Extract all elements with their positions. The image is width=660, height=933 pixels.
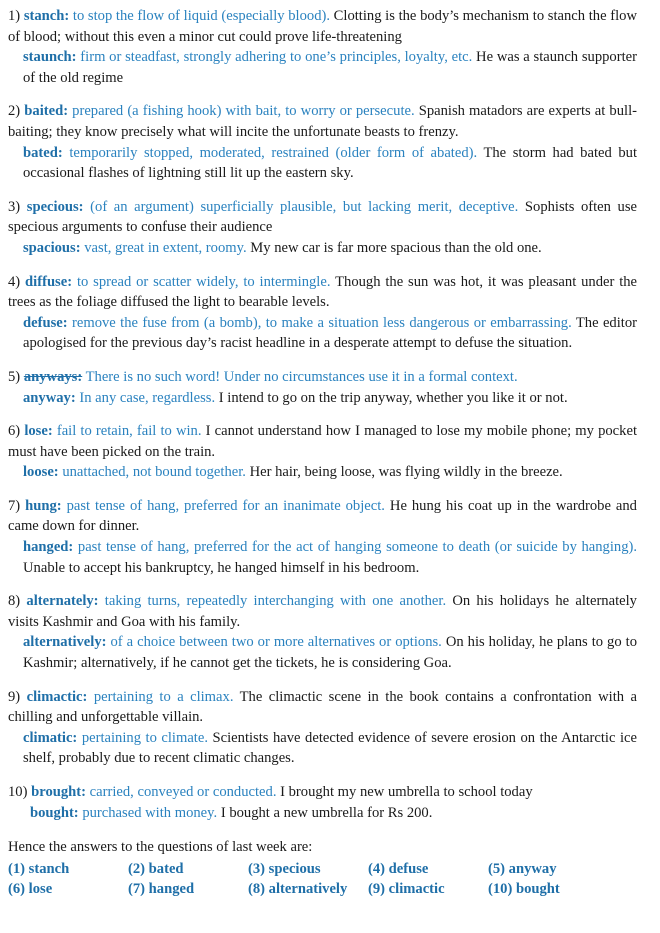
example-sentence: I brought my new umbrella to school today <box>280 784 533 800</box>
headword: anyway: <box>23 389 76 406</box>
entry-8 <box>8 591 637 673</box>
definition: pertaining to climate. <box>81 729 208 746</box>
entry-number: 1) <box>8 8 21 24</box>
definition: In any case, regardless. <box>79 389 216 406</box>
entry-line <box>8 537 637 578</box>
headword: specious: <box>26 198 84 215</box>
entry-line <box>8 591 637 632</box>
entry-number: 6) <box>8 423 21 440</box>
headword: lose: <box>24 423 53 440</box>
definition: pertaining to a climax. <box>93 688 234 705</box>
definition: past tense of hang, preferred for an inanimate object. <box>66 497 385 514</box>
answer-item: (7) hanged <box>128 881 195 898</box>
example-sentence: I bought a new umbrella for Rs 200. <box>220 804 433 821</box>
definition: to stop the flow of liquid (especially blood). <box>72 8 330 24</box>
definition: purchased with money. <box>82 804 218 821</box>
example-sentence: The storm had bated but occasional flashes of lightning still lit up the eastern sky. <box>23 144 637 182</box>
entry-2 <box>8 101 637 183</box>
example-sentence: Sophists often use specious arguments to confuse their audience <box>8 198 638 236</box>
headword: climatic: <box>23 729 78 746</box>
entry-7 <box>8 496 637 578</box>
entry-number: 10) <box>8 784 28 800</box>
example-sentence: Her hair, being loose, was flying wildly in the breeze. <box>249 464 563 481</box>
entry-line <box>8 143 637 184</box>
entry-line <box>8 367 637 388</box>
definition: past tense of hang, preferred for the act of hanging someone to death (or suicide by hanging). <box>77 539 637 556</box>
definition: vast, great in extent, roomy. <box>84 239 247 256</box>
definition: (of an argument) superficially plausible, but lacking merit, deceptive. <box>90 198 519 215</box>
example-sentence: On his holiday, he plans to go to Kashmir; alternatively, if he cannot get the tickets, he is considering Goa. <box>23 634 637 672</box>
example-sentence: The climactic scene in the book contains a confrontation with a chilling and unforgettable villain. <box>8 688 637 726</box>
headword: bated: <box>23 144 63 161</box>
headword: diffuse: <box>25 273 73 290</box>
example-sentence: He was a staunch supporter of the old regime <box>23 49 637 86</box>
headword: staunch: <box>23 49 77 66</box>
answer-item: (2) bated <box>128 860 184 877</box>
entry-line <box>8 803 637 824</box>
entry-5 <box>8 367 637 408</box>
entry-line <box>8 632 637 673</box>
headword: defuse: <box>23 314 68 331</box>
entry-number: 3) <box>8 198 21 215</box>
example-sentence: Unable to accept his bankruptcy, he hanged himself in his bedroom. <box>23 559 420 576</box>
entry-number: 8) <box>8 593 21 610</box>
entry-6 <box>8 421 637 483</box>
answers-row <box>8 879 637 900</box>
answer-item: (9) climactic <box>368 881 445 898</box>
entry-line <box>8 388 637 409</box>
example-sentence: Spanish matadors are experts at bull-baiting; they know precisely what will incite the unfortunate beasts to frenzy. <box>8 103 637 140</box>
definition: fail to retain, fail to win. <box>56 423 202 440</box>
headword: alternately: <box>26 593 99 610</box>
example-sentence: The editor apologised for the previous day’s racist headline in a desperate attempt to defuse the situation. <box>23 314 637 352</box>
answers-section <box>8 837 637 900</box>
definition: unattached, not bound together. <box>62 464 246 481</box>
headword: bought: <box>30 804 79 821</box>
entry-number: 7) <box>8 497 21 514</box>
definition: firm or steadfast, strongly adhering to one’s principles, loyalty, etc. <box>80 49 473 66</box>
answer-item: (8) alternatively <box>248 881 348 898</box>
example-sentence: He hung his coat up in the wardrobe and came down for dinner. <box>8 497 637 535</box>
entry-line <box>8 462 637 483</box>
entry-line <box>8 6 637 47</box>
entry-line <box>8 197 637 238</box>
headword: hanged: <box>23 539 74 556</box>
entry-line <box>8 238 637 259</box>
headword: brought: <box>31 784 87 800</box>
definition: of a choice between two or more alternatives or options. <box>110 634 442 651</box>
entry-line <box>8 687 637 728</box>
definition: temporarily stopped, moderated, restrained (older form of abated). <box>69 144 478 161</box>
definition: taking turns, repeatedly interchanging with one another. <box>104 593 447 610</box>
entry-line <box>8 101 637 142</box>
headword: loose: <box>23 464 59 481</box>
headword: baited: <box>24 103 69 120</box>
answer-item: (3) specious <box>248 860 321 877</box>
headword: spacious: <box>23 239 81 256</box>
definition: carried, conveyed or conducted. <box>89 784 277 800</box>
definition: to spread or scatter widely, to intermingle. <box>76 273 331 290</box>
definition: prepared (a fishing hook) with bait, to worry or persecute. <box>72 103 415 120</box>
entry-9 <box>8 687 637 769</box>
example-sentence: Scientists have detected evidence of severe erosion on the Antarctic ice shelf, probably due to recent climatic changes. <box>23 729 637 767</box>
entry-1 <box>8 6 637 88</box>
example-sentence: Clotting is the body’s mechanism to stanch the flow of blood; without this even a minor cut could prove life-threatening <box>8 8 637 45</box>
entry-10 <box>8 782 637 823</box>
answer-item: (4) defuse <box>368 860 429 877</box>
entry-number: 4) <box>8 273 21 290</box>
entry-4 <box>8 272 637 354</box>
example-sentence: My new car is far more spacious than the old one. <box>250 239 542 256</box>
example-sentence: On his holidays he alternately visits Kashmir and Goa with his family. <box>8 593 637 630</box>
entry-number: 5) <box>8 368 21 385</box>
entry-line <box>8 728 637 769</box>
entry-line <box>8 496 637 537</box>
answer-item: (5) anyway <box>488 860 557 877</box>
entry-line <box>8 272 637 313</box>
headword: climactic: <box>26 688 88 705</box>
entry-line <box>8 313 637 354</box>
definition: There is no such word! Under no circumstances use it in a formal context. <box>85 368 518 385</box>
entry-line <box>8 47 637 88</box>
example-sentence: Though the sun was hot, it was pleasant under the trees as the foliage diffused the light to bearable levels. <box>8 273 638 311</box>
answers-row <box>8 859 637 880</box>
answer-item: (1) stanch <box>8 860 70 877</box>
headword: hung: <box>25 497 62 514</box>
definition: remove the fuse from (a bomb), to make a situation less dangerous or embarrassing. <box>72 314 572 331</box>
answers-intro: Hence the answers to the questions of last week are: <box>8 839 313 856</box>
answer-item: (10) bought <box>488 881 560 898</box>
headword: stanch: <box>23 8 70 24</box>
entry-3 <box>8 197 637 259</box>
entry-number: 9) <box>8 688 21 705</box>
headword: alternatively: <box>23 634 107 651</box>
answer-item: (6) lose <box>8 881 53 898</box>
headword-struck: anyways: <box>23 368 83 385</box>
entry-line <box>8 421 637 462</box>
entry-number: 2) <box>8 103 21 120</box>
entry-line <box>8 782 637 803</box>
example-sentence: I intend to go on the trip anyway, whether you like it or not. <box>218 389 568 406</box>
example-sentence: I cannot understand how I managed to lose my mobile phone; my pocket must have been picked on the train. <box>8 423 637 460</box>
